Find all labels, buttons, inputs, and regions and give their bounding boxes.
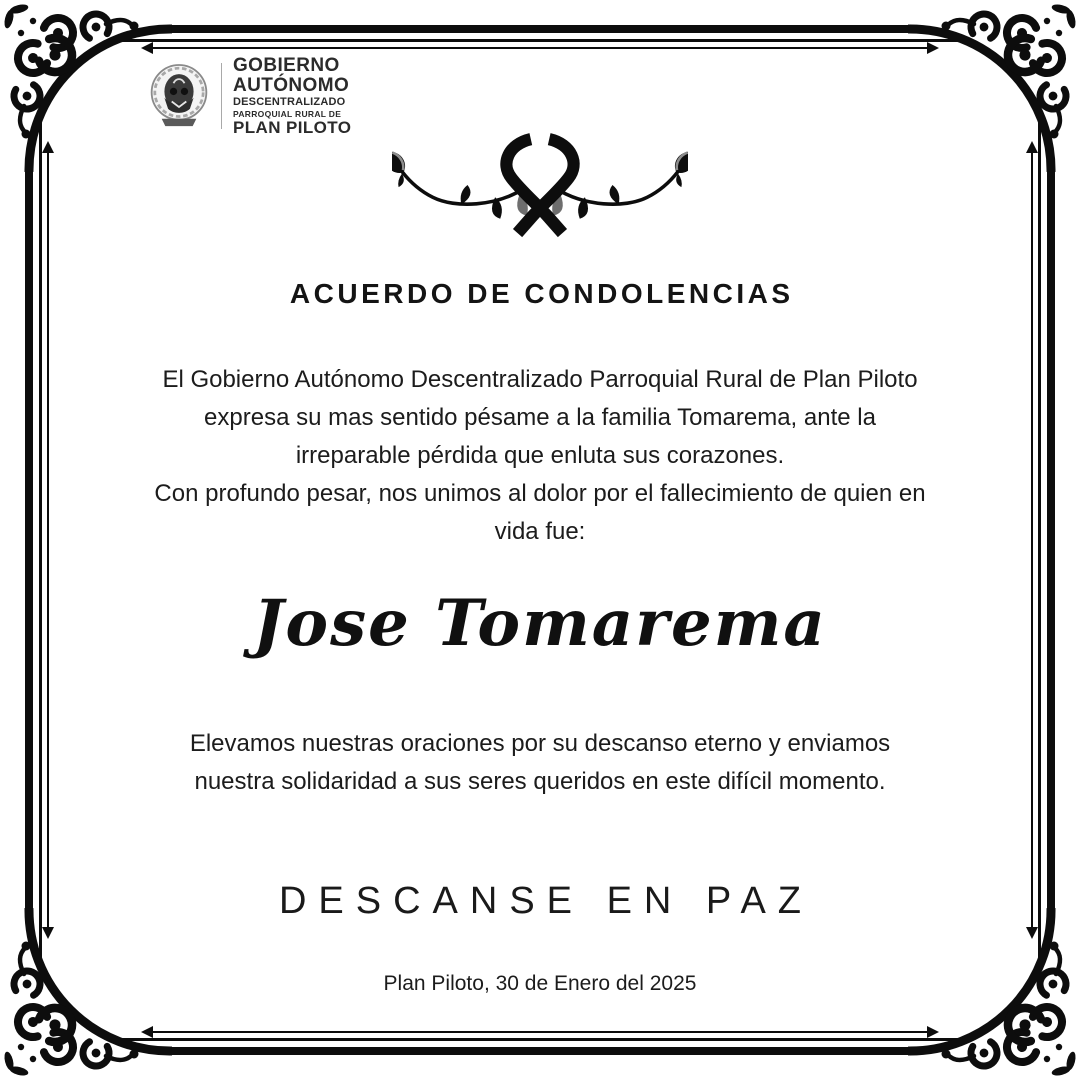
logo-line-descentralizado: DESCENTRALIZADO — [233, 96, 346, 108]
parish-crest-seal-icon — [148, 60, 210, 132]
paragraph-1-line-1: El Gobierno Autónomo Descentralizado Parroquial Rural de Plan Piloto — [162, 366, 918, 393]
logo-line-plan-piloto: PLAN PILOTO — [233, 117, 352, 137]
paragraph-3-line-2: nuestra solidaridad a sus seres queridos en este difícil momento. — [194, 768, 886, 795]
logo-line-gobierno: GOBIERNO — [233, 55, 340, 76]
logo-text-block — [233, 56, 351, 137]
bottom-arrow-rule — [152, 1031, 928, 1033]
paragraph-2-line-1: Con profundo pesar, nos unimos al dolor por el fallecimiento de quien en — [154, 480, 926, 507]
logo-line-parroquial-rural-de: PARROQUIAL RURAL DE — [233, 108, 342, 119]
paragraph-2-line-2: vida fue: — [494, 518, 586, 545]
paragraph-1-line-2: expresa su mas sentido pésame a la familia Tomarema, ante la — [204, 404, 876, 431]
condolence-paragraph-2 — [0, 475, 1080, 551]
corner-flourish-top-right-icon — [908, 0, 1080, 172]
corner-flourish-top-left-icon — [0, 0, 172, 172]
paragraph-3-line-1: Elevamos nuestras oraciones por su descanso eterno y enviamos — [189, 730, 891, 757]
mourning-ribbon-ornament — [392, 133, 688, 240]
top-arrow-rule — [152, 47, 928, 49]
deceased-name: Jose Tomarema — [253, 586, 827, 661]
logo-line-autonomo: AUTÓNOMO — [233, 75, 350, 96]
gad-plan-piloto-logo — [148, 56, 351, 137]
mourning-ribbon-with-rose-vines-icon — [392, 133, 688, 240]
condolence-paragraph-3 — [0, 725, 1080, 801]
card-title: ACUERDO DE CONDOLENCIAS — [289, 278, 794, 309]
logo-divider — [221, 63, 222, 129]
dateline: Plan Piloto, 30 de Enero del 2025 — [383, 972, 697, 995]
paragraph-1-line-3: irreparable pérdida que enluta sus corazones. — [295, 442, 785, 469]
farewell-text: DESCANSE EN PAZ — [278, 880, 814, 922]
condolence-paragraph-1 — [0, 361, 1080, 475]
